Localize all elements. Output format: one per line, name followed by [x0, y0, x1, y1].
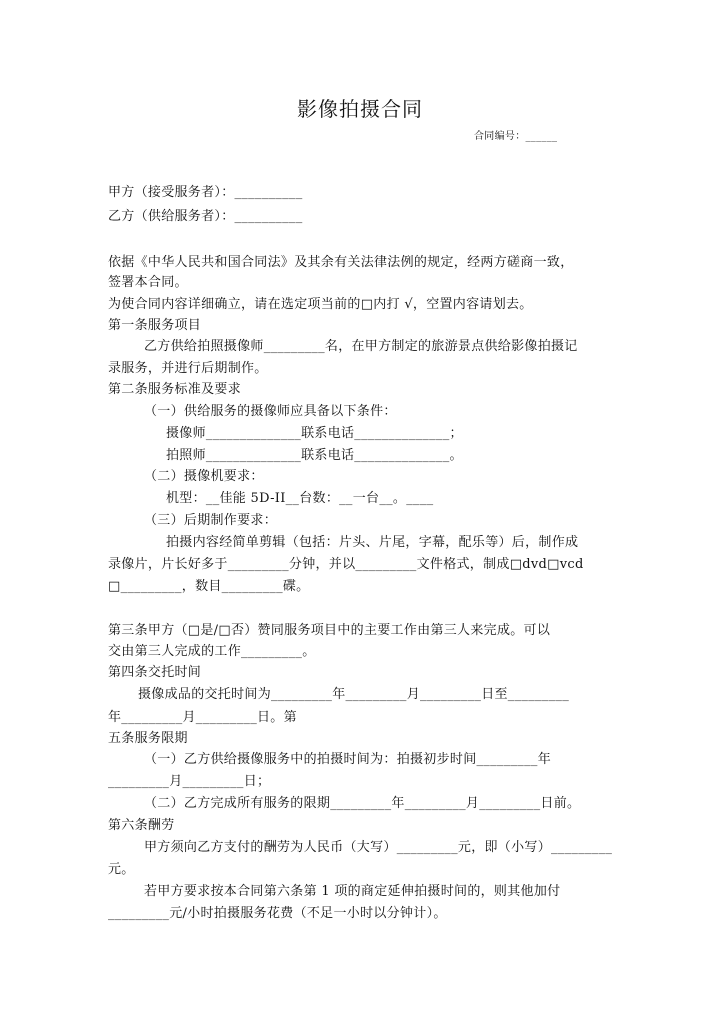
paragraph-line: 摄像成品的交托时间为_________年_________月_________日至_________	[138, 687, 569, 702]
section-heading: 第二条服务标准及要求	[108, 382, 242, 397]
paragraph-line: 乙方供给拍照摄像师_________名，在甲方制定的旅游景点供给影像拍摄记	[144, 339, 578, 354]
paragraph-line: 甲方须向乙方支付的酬劳为人民币（大写）_________元，即（小写）_________	[144, 840, 613, 855]
section-heading: 第六条酬劳	[108, 818, 175, 833]
paragraph-line: 年_________月_________日。第	[108, 710, 297, 725]
paragraph-line: 元。	[108, 862, 135, 877]
party-a-line: 甲方（接受服务者）：__________	[108, 185, 303, 200]
paragraph-line: 拍照师______________联系电话______________。	[166, 448, 463, 463]
paragraph-line: _________月_________日；	[108, 774, 271, 789]
section-heading: 第四条交托时间	[108, 665, 202, 680]
paragraph-line: （三）后期制作要求：	[144, 513, 278, 528]
paragraph-line: 录服务，并进行后期制作。	[108, 361, 268, 376]
document-title: 影像拍摄合同	[297, 97, 423, 121]
paragraph-line: 机型：__佳能 5D-II__台数：__一台__。____	[166, 491, 434, 506]
paragraph-line: 拍摄内容经简单剪辑（包括：片头、片尾，字幕，配乐等）后，制作成	[166, 535, 579, 550]
paragraph-line: 摄像师______________联系电话______________；	[166, 426, 463, 441]
section-heading: 五条服务限期	[108, 731, 188, 746]
paragraph-line: （一）乙方供给摄像服务中的拍摄时间为：拍摄初步时间_________年	[144, 752, 551, 767]
paragraph-line: 交由第三人完成的工作_________。	[108, 644, 316, 659]
paragraph-line: 为使合同内容详细确立，请在选定项当前的□内打 √，空置内容请划去。	[108, 297, 533, 312]
paragraph-line: 签署本合同。	[108, 275, 188, 290]
paragraph-line: 若甲方要求按本合同第六条第 1 项的商定延伸拍摄时间的，则其他加付	[144, 884, 561, 899]
paragraph-line: （一）供给服务的摄像师应具备以下条件：	[144, 404, 397, 419]
contract-number: 合同编号：______	[474, 131, 558, 142]
party-b-line: 乙方（供给服务者）：__________	[108, 209, 303, 224]
paragraph-line: （二）乙方完成所有服务的限期_________年_________月_________日前。	[144, 796, 581, 811]
paragraph-line: 录像片，片长好多于_________分钟，并以_________文件格式，制成□dvd□vcd	[108, 557, 584, 572]
paragraph-line: □_________，数目_________碟。	[108, 579, 310, 594]
paragraph-line: 依据《中华人民共和国合同法》及其余有关法律法例的规定，经两方磋商一致，	[108, 255, 574, 270]
paragraph-line: _________元/小时拍摄服务花费（不足一小时以分钟计）。	[108, 906, 447, 921]
paragraph-line: （二）摄像机要求：	[144, 469, 264, 484]
section-heading: 第三条甲方（□是/□否）赞同服务项目中的主要工作由第三人来完成。可以	[108, 623, 551, 638]
section-heading: 第一条服务项目	[108, 318, 202, 333]
